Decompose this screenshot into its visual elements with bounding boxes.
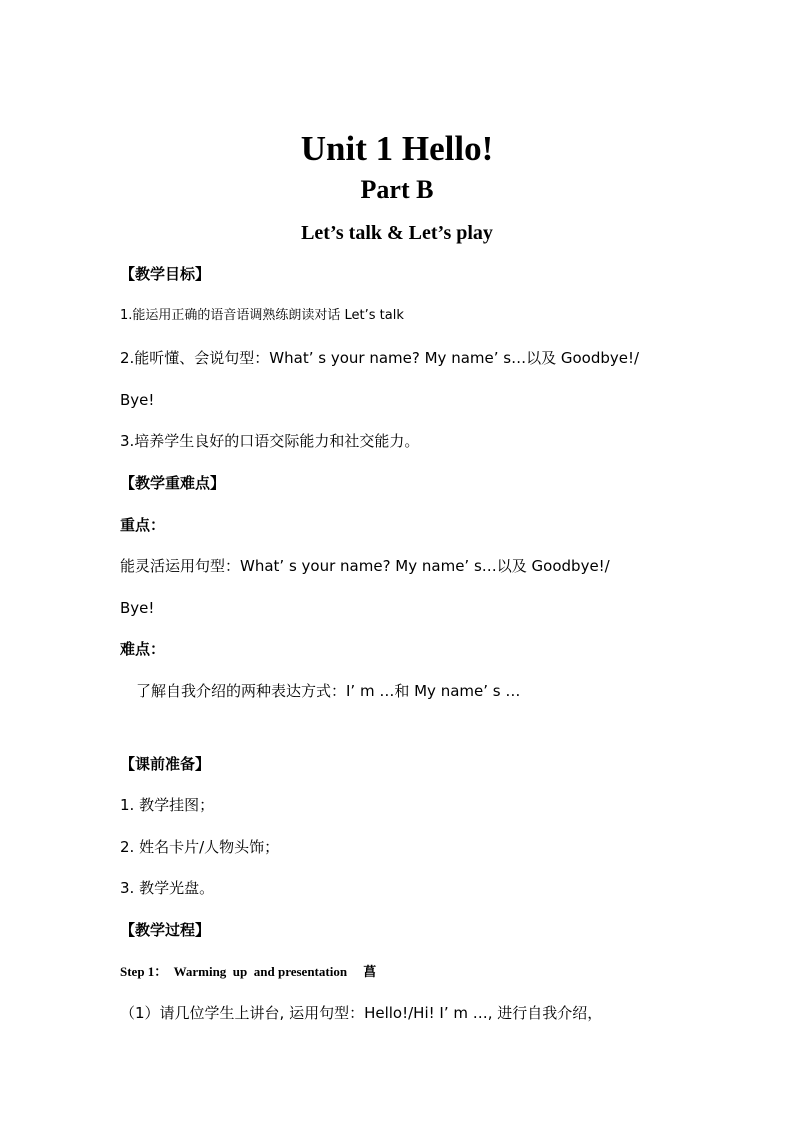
objective-item-1: 1.能运用正确的语音语调熟练朗读对话 Let’s talk	[120, 308, 404, 323]
key-point-text-continued: Bye!	[120, 599, 155, 617]
lesson-subtitle: Let’s talk & Let’s play	[301, 222, 493, 244]
difficult-point-text: 了解自我介绍的两种表达方式：I’ m …和 My name’ s …	[136, 682, 521, 700]
document-title: Unit 1 Hello!	[300, 129, 494, 168]
objectives-heading: 【教学目标】	[120, 265, 211, 283]
key-points-heading: 【教学重难点】	[120, 474, 226, 492]
preparation-heading: 【课前准备】	[120, 755, 211, 773]
key-point-text: 能灵活运用句型：What’ s your name? My name’ s…以及 Goodbye!/	[120, 557, 610, 575]
preparation-item-1: 1. 教学挂图；	[120, 796, 215, 814]
key-point-label: 重点：	[120, 516, 166, 534]
objective-item-2: 2.能听懂、会说句型：What’ s your name? My name’ s…以及 Goodbye!/	[120, 349, 640, 367]
difficult-point-label: 难点：	[120, 640, 166, 658]
process-step-1: Step 1： Warming up and presentation 菖	[120, 964, 377, 979]
objective-item-2-continued: Bye!	[120, 391, 155, 409]
process-heading: 【教学过程】	[120, 921, 211, 939]
preparation-item-2: 2. 姓名卡片/人物头饰；	[120, 838, 280, 856]
process-step-1-item-1: （1）请几位学生上讲台, 运用句型：Hello!/Hi! I’ m …, 进行自我介绍，	[120, 1004, 603, 1022]
preparation-item-3: 3. 教学光盘。	[120, 879, 215, 897]
part-title: Part B	[360, 175, 434, 204]
objective-item-3: 3.培养学生良好的口语交际能力和社交能力。	[120, 432, 420, 450]
